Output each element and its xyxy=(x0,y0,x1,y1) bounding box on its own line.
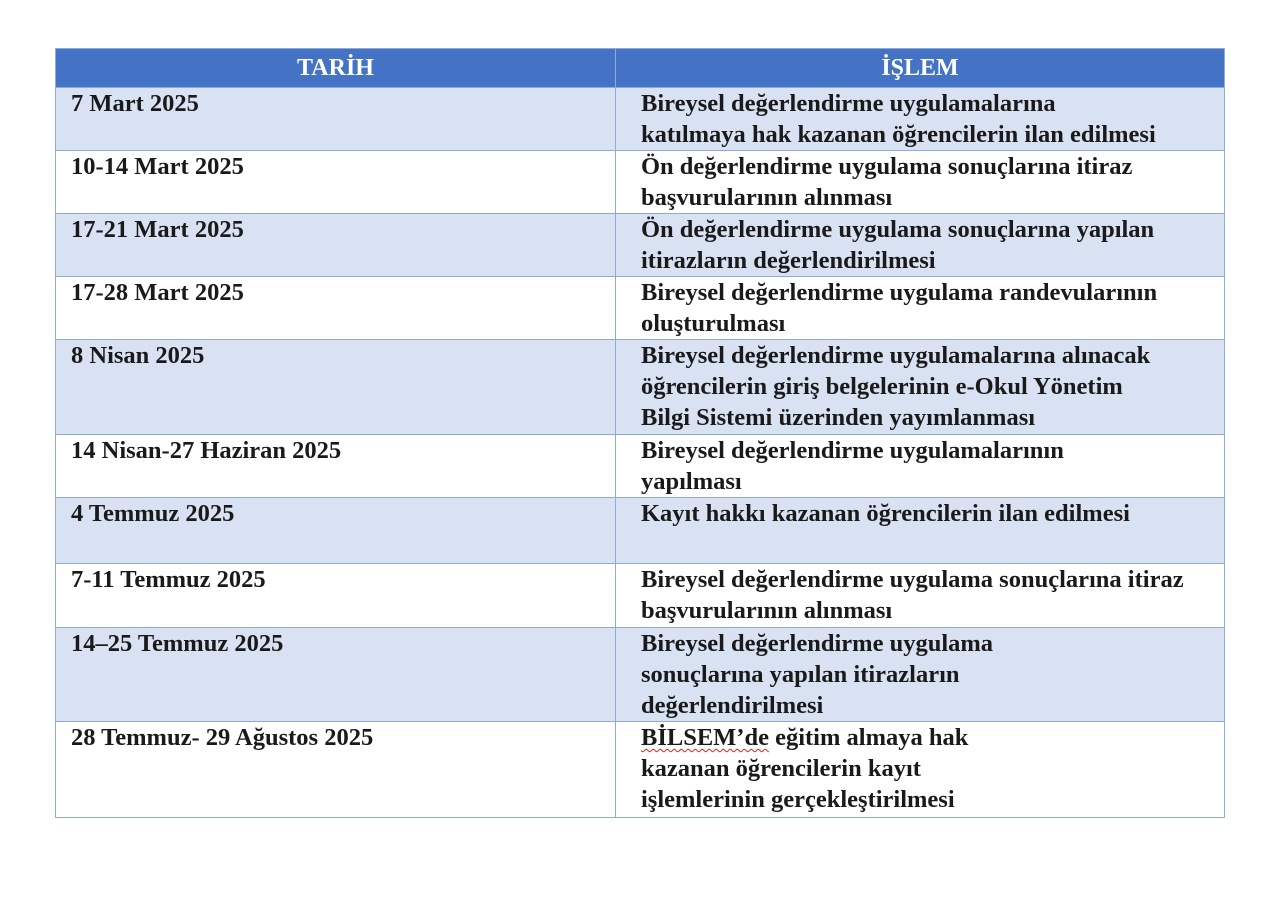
operation-line: Bilgi Sistemi üzerinden yayımlanması xyxy=(641,404,1036,431)
operation-line: katılmaya hak kazanan öğrencilerin ilan edilmesi xyxy=(641,121,1156,148)
row-operation xyxy=(616,628,1225,722)
table-row xyxy=(56,564,1225,628)
operation-line: kazanan öğrencilerin kayıt xyxy=(641,755,921,782)
operation-line: başvurularının alınması xyxy=(641,597,893,624)
row-operation xyxy=(616,340,1225,435)
table-row xyxy=(56,151,1225,214)
operation-line: Bireysel değerlendirme uygulama randevularının xyxy=(641,279,1158,306)
row-operation xyxy=(616,435,1225,498)
row-date: 14–25 Temmuz 2025 xyxy=(56,628,616,722)
row-operation xyxy=(616,214,1225,277)
operation-line: işlemlerinin gerçekleştirilmesi xyxy=(641,786,955,813)
row-date: 10-14 Mart 2025 xyxy=(56,151,616,214)
operation-line: itirazların değerlendirilmesi xyxy=(641,247,936,274)
table-row xyxy=(56,88,1225,151)
row-operation xyxy=(616,498,1225,564)
row-operation xyxy=(616,88,1225,151)
row-date: 4 Temmuz 2025 xyxy=(56,498,616,564)
operation-line xyxy=(641,722,1224,753)
row-date: 8 Nisan 2025 xyxy=(56,340,616,435)
operation-line: Bireysel değerlendirme uygulamalarının xyxy=(641,437,1064,464)
row-date: 7 Mart 2025 xyxy=(56,88,616,151)
table-row xyxy=(56,214,1225,277)
operation-line: Kayıt hakkı kazanan öğrencilerin ilan edilmesi xyxy=(641,500,1130,527)
table-row xyxy=(56,498,1225,564)
operation-line-rest: eğitim almaya hak xyxy=(768,724,969,751)
spellcheck-word: BİLSEM’de xyxy=(641,724,769,751)
row-operation xyxy=(616,277,1225,340)
table-row xyxy=(56,435,1225,498)
operation-line: Ön değerlendirme uygulama sonuçlarına yapılan xyxy=(641,216,1155,243)
operation-line: Bireysel değerlendirme uygulama sonuçlarına itiraz xyxy=(641,566,1184,593)
table-row xyxy=(56,722,1225,818)
row-date: 7-11 Temmuz 2025 xyxy=(56,564,616,628)
row-operation xyxy=(616,151,1225,214)
row-date: 28 Temmuz- 29 Ağustos 2025 xyxy=(56,722,616,818)
row-date: 17-28 Mart 2025 xyxy=(56,277,616,340)
operation-line: öğrencilerin giriş belgelerinin e-Okul Yönetim xyxy=(641,373,1123,400)
operation-line: yapılması xyxy=(641,468,742,495)
operation-line: Bireysel değerlendirme uygulamalarına xyxy=(641,90,1056,117)
row-date: 14 Nisan-27 Haziran 2025 xyxy=(56,435,616,498)
table-row xyxy=(56,340,1225,435)
operation-line: başvurularının alınması xyxy=(641,184,893,211)
operation-line: Bireysel değerlendirme uygulama xyxy=(641,630,994,657)
operation-line: değerlendirilmesi xyxy=(641,692,824,719)
operation-line: Ön değerlendirme uygulama sonuçlarına itiraz xyxy=(641,153,1133,180)
header-date: TARİH xyxy=(56,49,616,88)
row-operation xyxy=(616,564,1225,628)
operation-line: Bireysel değerlendirme uygulamalarına alınacak xyxy=(641,342,1151,369)
schedule-table xyxy=(55,48,1225,818)
row-date: 17-21 Mart 2025 xyxy=(56,214,616,277)
row-operation xyxy=(616,722,1225,818)
table-row xyxy=(56,628,1225,722)
header-operation: İŞLEM xyxy=(616,49,1225,88)
operation-line: sonuçlarına yapılan itirazların xyxy=(641,661,960,688)
header-row xyxy=(56,49,1225,88)
table-row xyxy=(56,277,1225,340)
operation-line: oluşturulması xyxy=(641,310,786,337)
